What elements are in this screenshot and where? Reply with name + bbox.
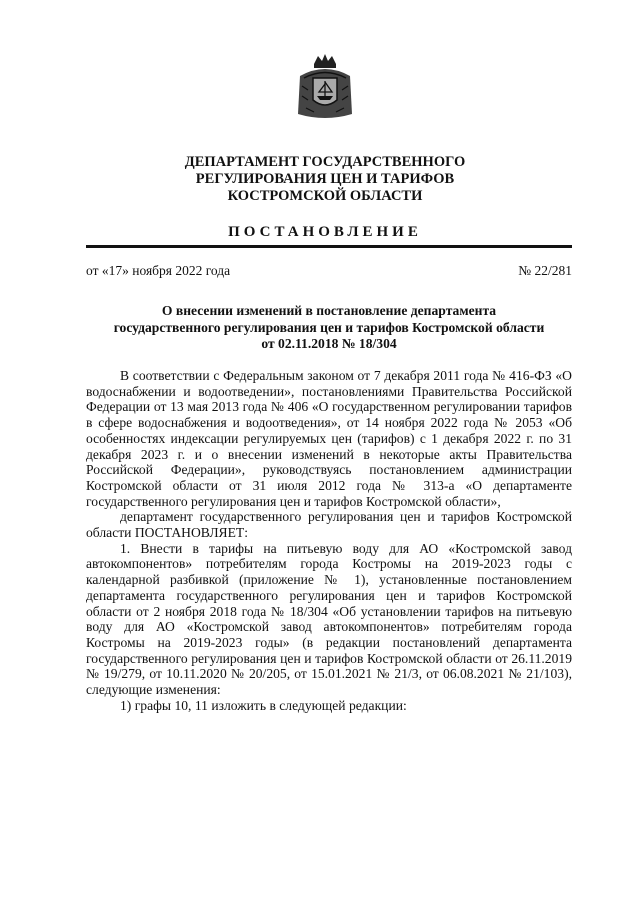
document-title bbox=[86, 303, 572, 353]
document-type: ПОСТАНОВЛЕНИЕ bbox=[228, 224, 422, 240]
paragraph-resolves: департамент государственного регулирования цен и тарифов Костромской области ПОСТАНОВЛЯЕТ: bbox=[86, 509, 572, 541]
document-meta bbox=[86, 263, 572, 281]
header-divider bbox=[86, 245, 572, 248]
document-date: от «17» ноября 2022 года bbox=[86, 263, 231, 278]
document-number: № 22/281 bbox=[518, 263, 572, 278]
paragraph-item-1: 1. Внести в тарифы на питьевую воду для АО «Костромской завод автокомпонентов» потребителям города Костромы на 2019-2023 годы с календарной разбивкой (приложение № 1), установленные постановлением департамента государственного регулирования цен и тарифов Костромской области от 2 ноября 2018 года № 18/304 «Об установлении тарифов на питьевую воду для АО «Костромской завод автокомпонентов» потребителям города Костромы на 2019-2023 годы» (в редакции постановлений департамента государственного регулирования цен и тарифов Костромской области от 26.11.2019 № 19/279, от 10.11.2020 № 20/205, от 15.01.2021 № 21/3, от 06.08.2021 № 21/103), следующие изменения: bbox=[86, 540, 572, 698]
title-line: от 02.11.2018 № 18/304 bbox=[261, 336, 397, 351]
document-body bbox=[86, 368, 572, 713]
title-line: государственного регулирования цен и тарифов Костромской области bbox=[113, 319, 545, 335]
coat-of-arms-icon bbox=[296, 52, 354, 124]
department-name bbox=[120, 154, 530, 205]
title-line: О внесении изменений в постановление департамента bbox=[161, 303, 497, 318]
department-line: КОСТРОМСКОЙ ОБЛАСТИ bbox=[227, 188, 423, 204]
department-line: ДЕПАРТАМЕНТ ГОСУДАРСТВЕННОГО bbox=[184, 154, 466, 170]
department-line: РЕГУЛИРОВАНИЯ ЦЕН И ТАРИФОВ bbox=[195, 171, 455, 187]
paragraph-preamble: В соответствии с Федеральным законом от 7 декабря 2011 года № 416-ФЗ «О водоснабжении и водоотведении», постановлениями Правительства Российской Федерации от 13 мая 2013 года № 406 «О государственном регулировании тарифов в сфере водоснабжения и водоотведения», от 14 ноября 2022 года № 2053 «Об особенностях индексации регулируемых цен (тарифов) с 1 декабря 2022 г. по 31 декабря 2023 г. и о внесении изменений в некоторые акты Правительства Российской Федерации», руководствуясь постановлением администрации Костромской области от 31 июля 2012 года № 313-а «О департаменте государственного регулирования цен и тарифов Костромской области», bbox=[86, 368, 572, 509]
paragraph-subitem-1: 1) графы 10, 11 изложить в следующей редакции: bbox=[120, 697, 407, 713]
